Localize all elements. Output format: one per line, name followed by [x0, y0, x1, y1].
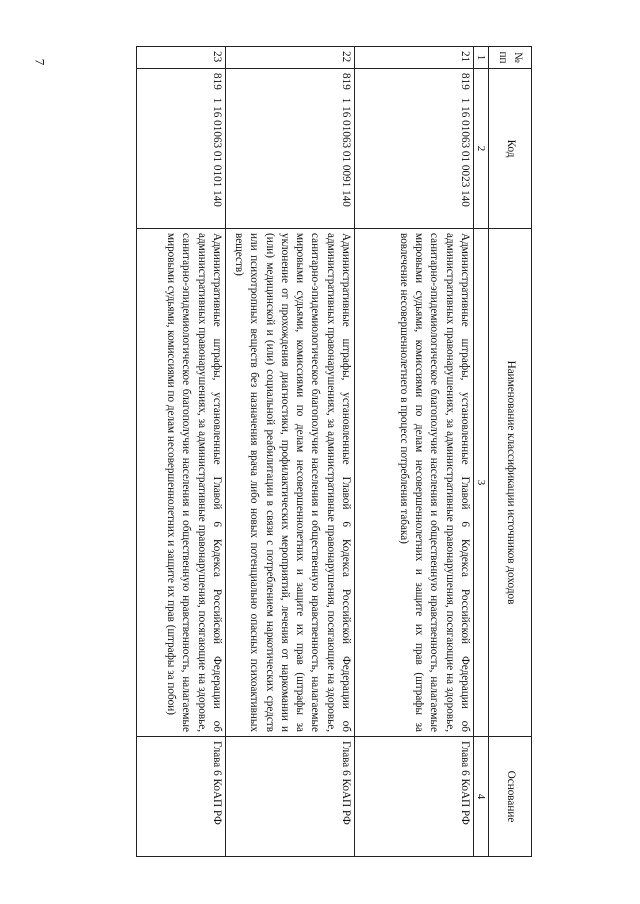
- table-row: [137, 47, 226, 857]
- column-number-row: [474, 47, 489, 857]
- basis: Глава 6 КоАП РФ: [226, 737, 355, 857]
- code-cell: [226, 69, 355, 229]
- row-number: 22: [226, 47, 355, 69]
- header-code: Код: [489, 69, 532, 229]
- header-num: № пп: [489, 47, 532, 69]
- row-number: 23: [137, 47, 226, 69]
- code-cell: [355, 69, 474, 229]
- revenue-name: Административные штрафы, установленные Главой 6 Кодекса Российской Федерации об административных правонарушениях, за административные правонарушения, посягающие на здоровье, санитарно-эпидемиологическое благополучие населения и общественную нравственность, налагаемые мировыми судьями, комиссиями по делам несовершеннолетних и защите их прав (штрафы за вовлечение несовершеннолетнего в процесс потребления табака): [355, 229, 474, 737]
- rotated-document: [92, 46, 532, 856]
- admin-code: 819: [459, 73, 471, 90]
- header-basis: Основание: [489, 737, 532, 857]
- admin-code: 819: [340, 73, 352, 90]
- code-cell: [137, 69, 226, 229]
- basis: Глава 6 КоАП РФ: [355, 737, 474, 857]
- revenue-code: 1 16 01063 01 0091 140: [340, 97, 352, 207]
- header-name: Наименование классификации источников доходов: [489, 229, 532, 737]
- column-number: 2: [474, 69, 489, 229]
- row-number: 21: [355, 47, 474, 69]
- basis: Глава 6 КоАП РФ: [137, 737, 226, 857]
- column-number: 3: [474, 229, 489, 737]
- column-number: 4: [474, 737, 489, 857]
- table-row: [226, 47, 355, 857]
- revenue-classification-table: [136, 46, 532, 857]
- table-row: [355, 47, 474, 857]
- admin-code: 819: [211, 73, 223, 90]
- column-number: 1: [474, 47, 489, 69]
- table-header-row: [489, 47, 532, 857]
- revenue-code: 1 16 01063 01 0023 140: [459, 97, 471, 207]
- page-number: 7: [32, 58, 48, 66]
- revenue-name: Административные штрафы, установленные Главой 6 Кодекса Российской Федерации об административных правонарушениях, за административные правонарушения, посягающие на здоровье, санитарно-эпидемиологическое благополучие населения и общественную нравственность, налагаемые мировыми судьями, комиссиями по делам несовершеннолетних и защите их прав (штрафы за уклонение от прохождения диагностики, профилактических мероприятий, лечения от наркомании и (или) медицинской и (или) социальной реабилитации в связи с потреблением наркотических средств или психотропных веществ без назначения врача либо новых потенциально опасных психоактивных веществ): [226, 229, 355, 737]
- revenue-code: 1 16 01063 01 0101 140: [211, 97, 223, 207]
- revenue-name: Административные штрафы, установленные Главой 6 Кодекса Российской Федерации об административных правонарушениях, за административные правонарушения, посягающие на здоровье, санитарно-эпидемиологическое благополучие населения и общественную нравственность, налагаемые мировыми судьями, комиссиями по делам несовершеннолетних и защите их прав (штрафы за побои): [137, 229, 226, 737]
